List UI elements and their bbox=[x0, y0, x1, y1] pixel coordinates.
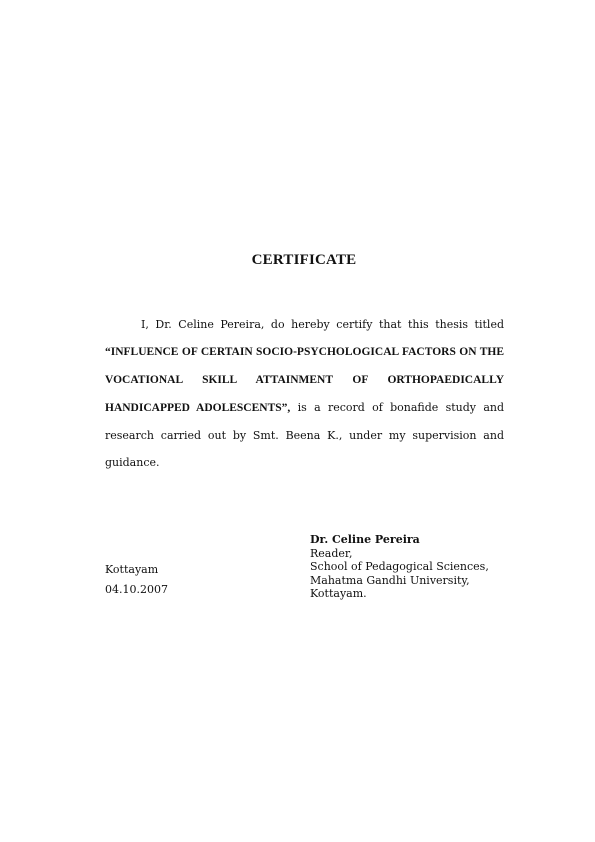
signatory-name: Dr. Celine Pereira bbox=[310, 533, 420, 546]
certification-paragraph bbox=[105, 311, 504, 476]
certificate-heading: CERTIFICATE bbox=[251, 252, 357, 268]
certification-rest: is a record of bonafide study and research carried out by Smt. Beena K., under my supervision and guidance. bbox=[105, 401, 505, 469]
thesis-title: “INFLUENCE OF CERTAIN SOCIO-PSYCHOLOGICAL FACTORS ON THE VOCATIONAL SKILL ATTAINMENT OF ORTHOPAEDICALLY HANDICAPPED ADOLESCENTS”, bbox=[105, 346, 504, 414]
certification-intro: I, Dr. Celine Pereira, do hereby certify that this thesis titled bbox=[141, 318, 504, 331]
signatory-department: School of Pedagogical Sciences, bbox=[310, 560, 489, 574]
place: Kottayam bbox=[105, 563, 159, 576]
signatory-designation: Reader, bbox=[310, 546, 353, 560]
signature-block bbox=[310, 533, 489, 601]
date: 04.10.2007 bbox=[105, 583, 168, 596]
signatory-city: Kottayam. bbox=[310, 587, 367, 601]
signatory-university: Mahatma Gandhi University, bbox=[310, 573, 470, 587]
place-date-block bbox=[105, 560, 168, 600]
